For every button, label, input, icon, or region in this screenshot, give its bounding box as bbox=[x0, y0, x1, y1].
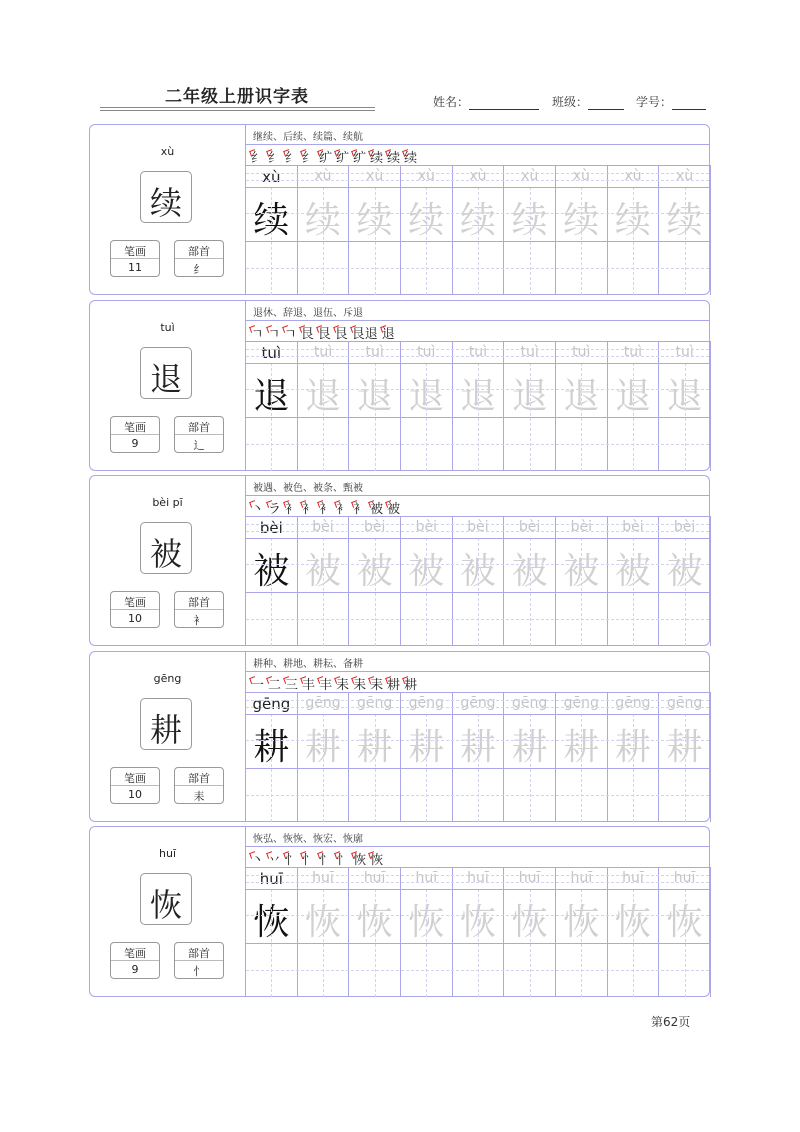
practice-grid[interactable] bbox=[246, 165, 709, 295]
cell-character: 续 bbox=[666, 200, 703, 241]
cell-pinyin: xù bbox=[417, 168, 435, 184]
character-display-box bbox=[140, 873, 192, 925]
character-card bbox=[89, 475, 710, 646]
stroke-order bbox=[251, 498, 404, 515]
stroke-label: 笔画 bbox=[124, 772, 146, 785]
character-pinyin: gēng bbox=[153, 672, 182, 685]
class-field[interactable] bbox=[552, 93, 624, 110]
radical-value: 衤 bbox=[193, 614, 205, 627]
stroke-order-step: 恢 bbox=[370, 853, 384, 868]
practice-cell[interactable] bbox=[556, 165, 608, 295]
stroke-label: 笔画 bbox=[124, 947, 146, 960]
cell-character: 退 bbox=[459, 376, 496, 417]
character-pinyin: bèi pī bbox=[152, 496, 183, 509]
stroke-order-step: 退 bbox=[381, 327, 395, 342]
cell-pinyin: bèi bbox=[518, 519, 541, 535]
stroke-order bbox=[251, 849, 387, 866]
cell-pinyin: xù bbox=[521, 168, 539, 184]
practice-cell[interactable] bbox=[349, 341, 401, 471]
cell-character: 恢 bbox=[408, 902, 445, 943]
stroke-order-step: 耕 bbox=[404, 678, 418, 693]
practice-cell[interactable] bbox=[246, 341, 298, 471]
radical-box bbox=[174, 942, 224, 979]
cell-pinyin: huī bbox=[312, 870, 334, 886]
cell-pinyin: tuì bbox=[365, 344, 384, 360]
class-blank[interactable] bbox=[588, 97, 624, 110]
stroke-order-step: 纩 bbox=[319, 151, 333, 166]
character-glyph: 退 bbox=[149, 360, 182, 398]
practice-grid[interactable] bbox=[246, 692, 709, 822]
stroke-order-step: ㄱ bbox=[284, 327, 297, 342]
radical-box bbox=[174, 591, 224, 628]
cell-character: 耕 bbox=[304, 727, 341, 768]
practice-panel bbox=[246, 125, 709, 294]
practice-cell[interactable] bbox=[298, 516, 350, 646]
practice-grid[interactable] bbox=[246, 341, 709, 471]
practice-panel bbox=[246, 476, 709, 645]
class-label: 班级： bbox=[552, 95, 589, 109]
character-info-panel bbox=[90, 827, 246, 996]
practice-cell[interactable] bbox=[659, 341, 711, 471]
page-number: 第62页 bbox=[651, 1015, 691, 1029]
character-pinyin: huī bbox=[159, 847, 176, 860]
practice-cell[interactable] bbox=[556, 341, 608, 471]
stroke-count-box bbox=[110, 416, 160, 453]
stroke-order-step: 耒 bbox=[370, 678, 384, 693]
radical-label: 部首 bbox=[188, 245, 210, 258]
cell-pinyin: gēng bbox=[460, 695, 496, 711]
cell-pinyin: huī bbox=[673, 870, 696, 886]
practice-cell[interactable] bbox=[608, 692, 660, 822]
cell-character: 续 bbox=[614, 200, 651, 241]
practice-cell[interactable] bbox=[504, 692, 556, 822]
cell-character: 被 bbox=[666, 551, 703, 592]
cell-character: 续 bbox=[511, 200, 548, 241]
cell-pinyin: tuì bbox=[675, 344, 694, 360]
practice-panel bbox=[246, 827, 709, 996]
stroke-order-step: 忄 bbox=[302, 853, 316, 868]
stroke-order-step: 三 bbox=[285, 678, 299, 693]
practice-cell[interactable] bbox=[556, 867, 608, 997]
cell-pinyin: huī bbox=[415, 870, 438, 886]
character-info-panel bbox=[90, 301, 246, 470]
character-card bbox=[89, 651, 710, 822]
practice-cell[interactable] bbox=[608, 867, 660, 997]
radical-value: 忄 bbox=[193, 965, 205, 978]
practice-cell[interactable] bbox=[453, 341, 505, 471]
practice-cell[interactable] bbox=[246, 516, 298, 646]
practice-cell[interactable] bbox=[401, 165, 453, 295]
stroke-order-step: 衤 bbox=[353, 502, 367, 517]
cell-character: 耕 bbox=[356, 727, 393, 768]
character-info-panel bbox=[90, 476, 246, 645]
cell-character: 耕 bbox=[614, 727, 651, 768]
practice-cell[interactable] bbox=[453, 516, 505, 646]
cell-character: 恢 bbox=[459, 902, 496, 943]
cell-pinyin: huī bbox=[518, 870, 541, 886]
character-glyph: 被 bbox=[149, 535, 182, 573]
number-blank[interactable] bbox=[672, 97, 706, 110]
stroke-order-step: 艮 bbox=[300, 327, 314, 342]
cell-pinyin: gēng bbox=[563, 695, 599, 711]
cell-character: 耕 bbox=[563, 727, 600, 768]
character-display-box bbox=[140, 698, 192, 750]
radical-value: 耒 bbox=[193, 790, 205, 803]
stroke-order-step: 被 bbox=[370, 502, 384, 517]
practice-cell[interactable] bbox=[608, 165, 660, 295]
cell-character: 恢 bbox=[614, 902, 651, 943]
stroke-order-step: 恢 bbox=[353, 853, 367, 868]
stroke-order-step: 丷 bbox=[268, 853, 282, 868]
practice-cell[interactable] bbox=[556, 516, 608, 646]
page-title: 二年级上册识字表 bbox=[165, 87, 309, 107]
name-field[interactable] bbox=[433, 93, 539, 110]
practice-cell[interactable] bbox=[349, 165, 401, 295]
cell-character: 被 bbox=[459, 551, 496, 592]
title-underline-2 bbox=[100, 110, 375, 111]
practice-cell[interactable] bbox=[453, 867, 505, 997]
practice-cell[interactable] bbox=[298, 341, 350, 471]
stroke-order-step: 忄 bbox=[336, 853, 350, 868]
practice-cell[interactable] bbox=[608, 341, 660, 471]
character-card bbox=[89, 300, 710, 471]
radical-label: 部首 bbox=[188, 596, 210, 609]
character-card bbox=[89, 826, 710, 997]
character-info-panel bbox=[90, 652, 246, 821]
practice-cell[interactable] bbox=[504, 165, 556, 295]
cell-pinyin: bèi bbox=[259, 519, 283, 537]
stroke-order-step: 耒 bbox=[336, 678, 350, 693]
stroke-order-step: 耕 bbox=[387, 678, 401, 693]
cell-pinyin: huī bbox=[467, 870, 489, 886]
stroke-order-step: 续 bbox=[404, 151, 418, 166]
practice-grid[interactable] bbox=[246, 867, 709, 997]
practice-cell[interactable] bbox=[659, 516, 711, 646]
stroke-count: 10 bbox=[128, 788, 142, 801]
practice-cell[interactable] bbox=[298, 867, 350, 997]
word-examples: 耕种、耕地、耕耘、备耕 bbox=[253, 659, 363, 670]
cell-pinyin: huī bbox=[259, 870, 283, 888]
stroke-order-step: 耒 bbox=[353, 678, 367, 693]
radical-value: 辶 bbox=[193, 439, 205, 452]
cell-pinyin: tuì bbox=[468, 344, 488, 360]
stroke-order-step: 续 bbox=[370, 151, 384, 166]
title-underline bbox=[100, 107, 375, 108]
cell-pinyin: bèi bbox=[415, 519, 437, 535]
character-info-panel bbox=[90, 125, 246, 294]
cell-pinyin: tuì bbox=[520, 344, 539, 360]
practice-cell[interactable] bbox=[401, 692, 453, 822]
practice-cell[interactable] bbox=[246, 165, 298, 295]
cell-character: 续 bbox=[408, 200, 445, 241]
cell-pinyin: xù bbox=[366, 168, 384, 184]
stroke-order bbox=[251, 147, 421, 164]
cell-pinyin: gēng bbox=[511, 695, 548, 711]
character-display-box bbox=[140, 347, 192, 399]
number-label: 学号： bbox=[636, 95, 673, 109]
number-field[interactable] bbox=[636, 93, 706, 110]
stroke-count-box bbox=[110, 942, 160, 979]
stroke-order-step: 纩 bbox=[336, 151, 350, 166]
stroke-order-step: 艮退 bbox=[351, 327, 378, 342]
cell-character: 续 bbox=[253, 200, 290, 241]
practice-cell[interactable] bbox=[246, 867, 298, 997]
cell-pinyin: gēng bbox=[666, 695, 703, 711]
cell-pinyin: bèi bbox=[312, 519, 334, 535]
stroke-order-step: 纩 bbox=[353, 151, 367, 166]
cell-pinyin: xù bbox=[676, 168, 694, 184]
cell-character: 退 bbox=[563, 376, 600, 417]
cell-character: 退 bbox=[356, 376, 393, 417]
practice-cell[interactable] bbox=[401, 867, 453, 997]
cell-pinyin: tuì bbox=[313, 344, 333, 360]
cell-character: 续 bbox=[356, 200, 393, 241]
practice-cell[interactable] bbox=[401, 516, 453, 646]
word-examples: 恢弘、恢恢、恢宏、恢廓 bbox=[253, 834, 363, 845]
stroke-order-step: 丰 bbox=[302, 678, 316, 693]
stroke-order-step: 丰 bbox=[319, 678, 333, 693]
stroke-order-step: 艮 bbox=[334, 327, 348, 342]
stroke-count: 9 bbox=[131, 963, 139, 976]
stroke-order-step: 纟 bbox=[285, 151, 299, 166]
cell-pinyin: xù bbox=[262, 168, 281, 186]
cell-character: 退 bbox=[511, 376, 548, 417]
name-blank[interactable] bbox=[469, 97, 539, 110]
cell-character: 退 bbox=[614, 376, 651, 417]
stroke-order-step: 纟 bbox=[251, 151, 265, 166]
stroke-order-step: 纟 bbox=[268, 151, 282, 166]
radical-label: 部首 bbox=[188, 772, 210, 785]
cell-character: 恢 bbox=[304, 902, 341, 943]
stroke-order-step: 一 bbox=[251, 678, 265, 693]
word-examples: 继续、后续、续篇、续航 bbox=[253, 132, 363, 143]
cell-pinyin: bèi bbox=[363, 519, 386, 535]
cell-character: 被 bbox=[408, 551, 445, 592]
stroke-label: 笔画 bbox=[124, 596, 146, 609]
practice-panel bbox=[246, 652, 709, 821]
character-display-box bbox=[140, 522, 192, 574]
cell-pinyin: bèi bbox=[570, 519, 592, 535]
stroke-order-step: 被 bbox=[387, 502, 401, 517]
practice-cell[interactable] bbox=[504, 516, 556, 646]
cell-character: 续 bbox=[459, 200, 496, 241]
stroke-order bbox=[251, 674, 421, 691]
character-glyph: 恢 bbox=[149, 886, 182, 924]
practice-cell[interactable] bbox=[659, 165, 711, 295]
character-glyph: 耕 bbox=[149, 711, 182, 749]
stroke-count: 9 bbox=[131, 437, 139, 450]
cell-character: 恢 bbox=[511, 902, 548, 943]
radical-value: 纟 bbox=[193, 263, 205, 276]
practice-cell[interactable] bbox=[401, 341, 453, 471]
cell-character: 退 bbox=[666, 376, 703, 417]
stroke-order-step: 丶 bbox=[251, 853, 265, 868]
cell-pinyin: gēng bbox=[357, 695, 393, 711]
stroke-order-step: 衤 bbox=[302, 502, 316, 517]
cell-pinyin: gēng bbox=[408, 695, 444, 711]
practice-cell[interactable] bbox=[659, 867, 711, 997]
cell-pinyin: xù bbox=[624, 168, 642, 184]
practice-cell[interactable] bbox=[453, 692, 505, 822]
character-card bbox=[89, 124, 710, 295]
cell-pinyin: bèi bbox=[673, 519, 696, 535]
cell-character: 耕 bbox=[666, 727, 703, 768]
cell-pinyin: bèi bbox=[622, 519, 644, 535]
cell-pinyin: huī bbox=[363, 870, 386, 886]
cell-character: 恢 bbox=[356, 902, 393, 943]
word-examples: 退休、辞退、退伍、斥退 bbox=[253, 308, 363, 319]
stroke-order-step: 纟 bbox=[302, 151, 316, 166]
cell-character: 恢 bbox=[253, 902, 290, 943]
stroke-label: 笔画 bbox=[124, 421, 146, 434]
cell-character: 被 bbox=[304, 551, 341, 592]
stroke-order-step: 二 bbox=[268, 678, 282, 693]
stroke-order bbox=[251, 323, 399, 340]
cell-pinyin: gēng bbox=[252, 695, 291, 713]
stroke-order-step: 丶 bbox=[251, 502, 265, 517]
practice-cell[interactable] bbox=[298, 692, 350, 822]
radical-box bbox=[174, 767, 224, 804]
stroke-label: 笔画 bbox=[124, 245, 146, 258]
stroke-count-box bbox=[110, 767, 160, 804]
stroke-count-box bbox=[110, 591, 160, 628]
stroke-order-step: 忄 bbox=[319, 853, 333, 868]
cell-character: 被 bbox=[511, 551, 548, 592]
stroke-count-box bbox=[110, 240, 160, 277]
cell-character: 耕 bbox=[408, 727, 445, 768]
stroke-order-step: 艮 bbox=[317, 327, 331, 342]
character-glyph: 续 bbox=[149, 184, 182, 222]
cell-pinyin: tuì bbox=[623, 344, 643, 360]
cell-character: 恢 bbox=[666, 902, 703, 943]
cell-pinyin: xù bbox=[572, 168, 590, 184]
cell-character: 耕 bbox=[511, 727, 548, 768]
name-label: 姓名： bbox=[433, 95, 470, 109]
cell-character: 退 bbox=[408, 376, 445, 417]
practice-cell[interactable] bbox=[608, 516, 660, 646]
cell-character: 被 bbox=[356, 551, 393, 592]
character-display-box bbox=[140, 171, 192, 223]
stroke-order-step: 衤 bbox=[285, 502, 299, 517]
stroke-order-step: 续 bbox=[387, 151, 401, 166]
practice-cell[interactable] bbox=[298, 165, 350, 295]
cell-pinyin: huī bbox=[570, 870, 593, 886]
word-examples: 被遇、被色、被条、甄被 bbox=[253, 483, 363, 494]
character-pinyin: tuì bbox=[160, 321, 175, 334]
stroke-order-step: ラ bbox=[268, 502, 282, 517]
practice-cell[interactable] bbox=[504, 867, 556, 997]
radical-label: 部首 bbox=[188, 421, 210, 434]
practice-cell[interactable] bbox=[246, 692, 298, 822]
cell-character: 耕 bbox=[459, 727, 496, 768]
cell-pinyin: tuì bbox=[261, 344, 282, 362]
practice-cell[interactable] bbox=[556, 692, 608, 822]
stroke-count: 11 bbox=[128, 261, 142, 274]
cell-pinyin: huī bbox=[622, 870, 644, 886]
practice-cell[interactable] bbox=[659, 692, 711, 822]
cell-character: 耕 bbox=[253, 727, 290, 768]
radical-box bbox=[174, 416, 224, 453]
cell-character: 退 bbox=[253, 376, 290, 417]
cell-pinyin: bèi bbox=[467, 519, 489, 535]
practice-cell[interactable] bbox=[349, 692, 401, 822]
character-pinyin: xù bbox=[160, 145, 175, 158]
cell-character: 被 bbox=[563, 551, 600, 592]
stroke-order-step: ㄱ bbox=[251, 327, 264, 342]
cell-pinyin: gēng bbox=[615, 695, 651, 711]
practice-cell[interactable] bbox=[349, 867, 401, 997]
cell-character: 退 bbox=[304, 376, 341, 417]
practice-grid[interactable] bbox=[246, 516, 709, 646]
practice-cell[interactable] bbox=[349, 516, 401, 646]
practice-cell[interactable] bbox=[504, 341, 556, 471]
cell-character: 续 bbox=[563, 200, 600, 241]
radical-label: 部首 bbox=[188, 947, 210, 960]
cell-pinyin: tuì bbox=[417, 344, 436, 360]
cell-character: 被 bbox=[614, 551, 651, 592]
practice-cell[interactable] bbox=[453, 165, 505, 295]
cell-character: 续 bbox=[304, 200, 341, 241]
cell-character: 恢 bbox=[563, 902, 600, 943]
stroke-order-step: 忄 bbox=[285, 853, 299, 868]
cell-pinyin: gēng bbox=[305, 695, 341, 711]
cell-pinyin: xù bbox=[314, 168, 332, 184]
stroke-order-step: 衤 bbox=[319, 502, 333, 517]
stroke-count: 10 bbox=[128, 612, 142, 625]
cell-pinyin: xù bbox=[469, 168, 487, 184]
practice-panel bbox=[246, 301, 709, 470]
radical-box bbox=[174, 240, 224, 277]
stroke-order-step: ㄱ bbox=[267, 327, 281, 342]
cell-pinyin: tuì bbox=[572, 344, 591, 360]
cell-character: 被 bbox=[253, 551, 290, 592]
stroke-order-step: 衤 bbox=[336, 502, 350, 517]
